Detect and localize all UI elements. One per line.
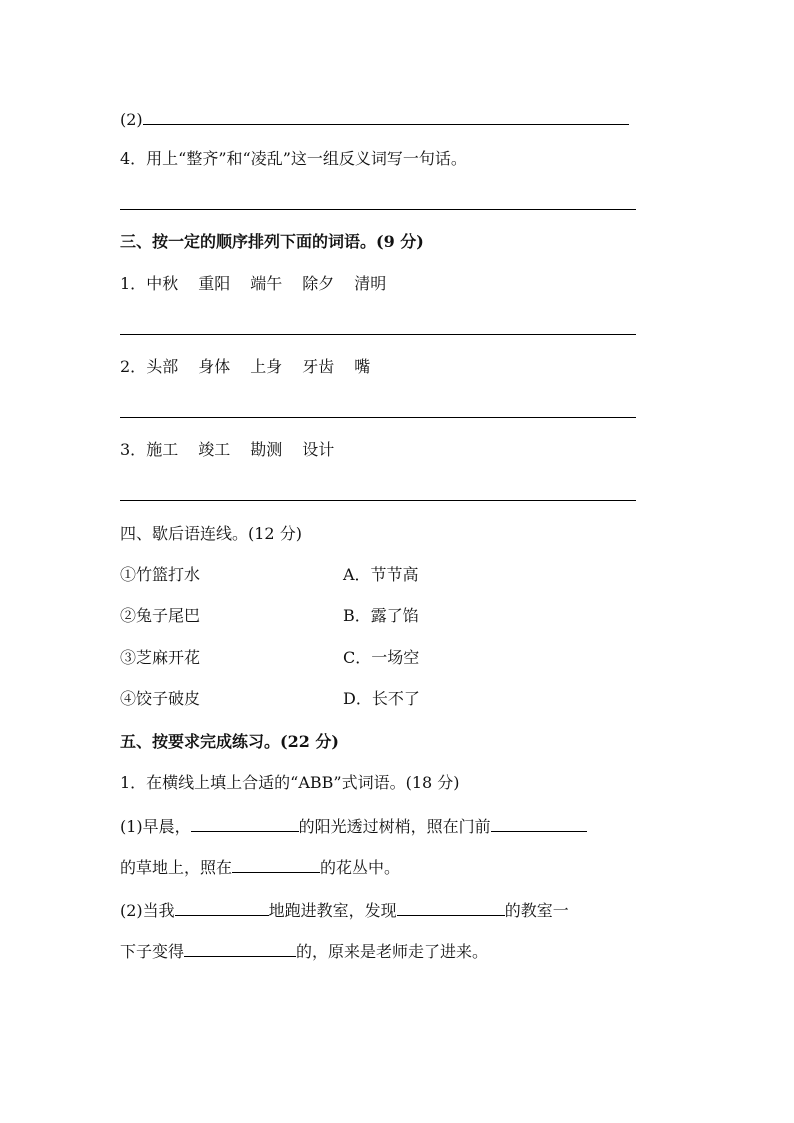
- answer-blank[interactable]: [191, 815, 299, 832]
- sub-label: (2): [120, 110, 143, 129]
- text-fragment: 的草地上，照在: [120, 858, 233, 877]
- section5-title: 五、按要求完成练习。(22 分): [120, 732, 339, 751]
- text-fragment: 的花丛中。: [320, 858, 401, 877]
- answer-line[interactable]: [120, 334, 636, 335]
- text-fragment: 的教室一: [504, 901, 569, 920]
- section4-title: 四、歇后语连线。(12 分): [120, 524, 302, 543]
- right-item-c[interactable]: C．一场空: [343, 648, 420, 667]
- left-item-3[interactable]: ③芝麻开花: [120, 648, 201, 667]
- item-number: 3．: [120, 440, 147, 459]
- right-item-d[interactable]: D．长不了: [343, 689, 420, 708]
- right-item-b[interactable]: B．露了馅: [343, 606, 419, 625]
- answer-blank[interactable]: [175, 899, 269, 916]
- item-number: 2．: [120, 357, 147, 376]
- text-fragment: (2)当我: [120, 901, 175, 920]
- fill-line-3: [120, 899, 569, 921]
- q3-sub2-line: [120, 108, 629, 130]
- section3-item-3: [120, 440, 334, 460]
- word: 施工: [146, 440, 179, 459]
- answer-blank[interactable]: [232, 856, 320, 873]
- answer-line[interactable]: [120, 417, 636, 418]
- item-number: 1．: [120, 274, 147, 293]
- section3-title: 三、按一定的顺序排列下面的词语。(9 分): [120, 232, 424, 251]
- answer-blank[interactable]: [491, 815, 587, 832]
- answer-line[interactable]: [120, 209, 636, 210]
- answer-blank[interactable]: [184, 940, 296, 957]
- q4-prompt: 4．用上“整齐”和“凌乱”这一组反义词写一句话。: [120, 149, 467, 168]
- left-item-4[interactable]: ④饺子破皮: [120, 689, 201, 708]
- text-fragment: (1)早晨，: [120, 817, 191, 836]
- word: 中秋: [146, 274, 179, 293]
- answer-blank[interactable]: [143, 108, 629, 125]
- section5-q1: 1．在横线上填上合适的“ABB”式词语。(18 分): [120, 773, 460, 792]
- word: 勘测: [250, 440, 283, 459]
- word: 上身: [250, 357, 283, 376]
- right-item-a[interactable]: A．节节高: [343, 565, 419, 584]
- text-fragment: 的，原来是老师走了进来。: [296, 942, 489, 961]
- fill-line-2: [120, 856, 400, 878]
- text-fragment: 的阳光透过树梢，照在门前: [298, 817, 491, 836]
- word: 身体: [198, 357, 231, 376]
- text-fragment: 地跑进教室，发现: [268, 901, 397, 920]
- word: 端午: [250, 274, 283, 293]
- fill-line-4: [120, 940, 488, 962]
- word: 重阳: [198, 274, 231, 293]
- word: 头部: [146, 357, 179, 376]
- word: 设计: [302, 440, 335, 459]
- left-item-2[interactable]: ②兔子尾巴: [120, 606, 201, 625]
- fill-line-1: [120, 815, 587, 837]
- section3-item-1: [120, 274, 386, 294]
- answer-line[interactable]: [120, 500, 636, 501]
- left-item-1[interactable]: ①竹篮打水: [120, 565, 201, 584]
- word: 除夕: [302, 274, 335, 293]
- answer-blank[interactable]: [397, 899, 505, 916]
- word: 竣工: [198, 440, 231, 459]
- word: 清明: [354, 274, 387, 293]
- word: 牙齿: [302, 357, 335, 376]
- text-fragment: 下子变得: [120, 942, 185, 961]
- word: 嘴: [354, 357, 371, 376]
- section3-item-2: [120, 357, 370, 377]
